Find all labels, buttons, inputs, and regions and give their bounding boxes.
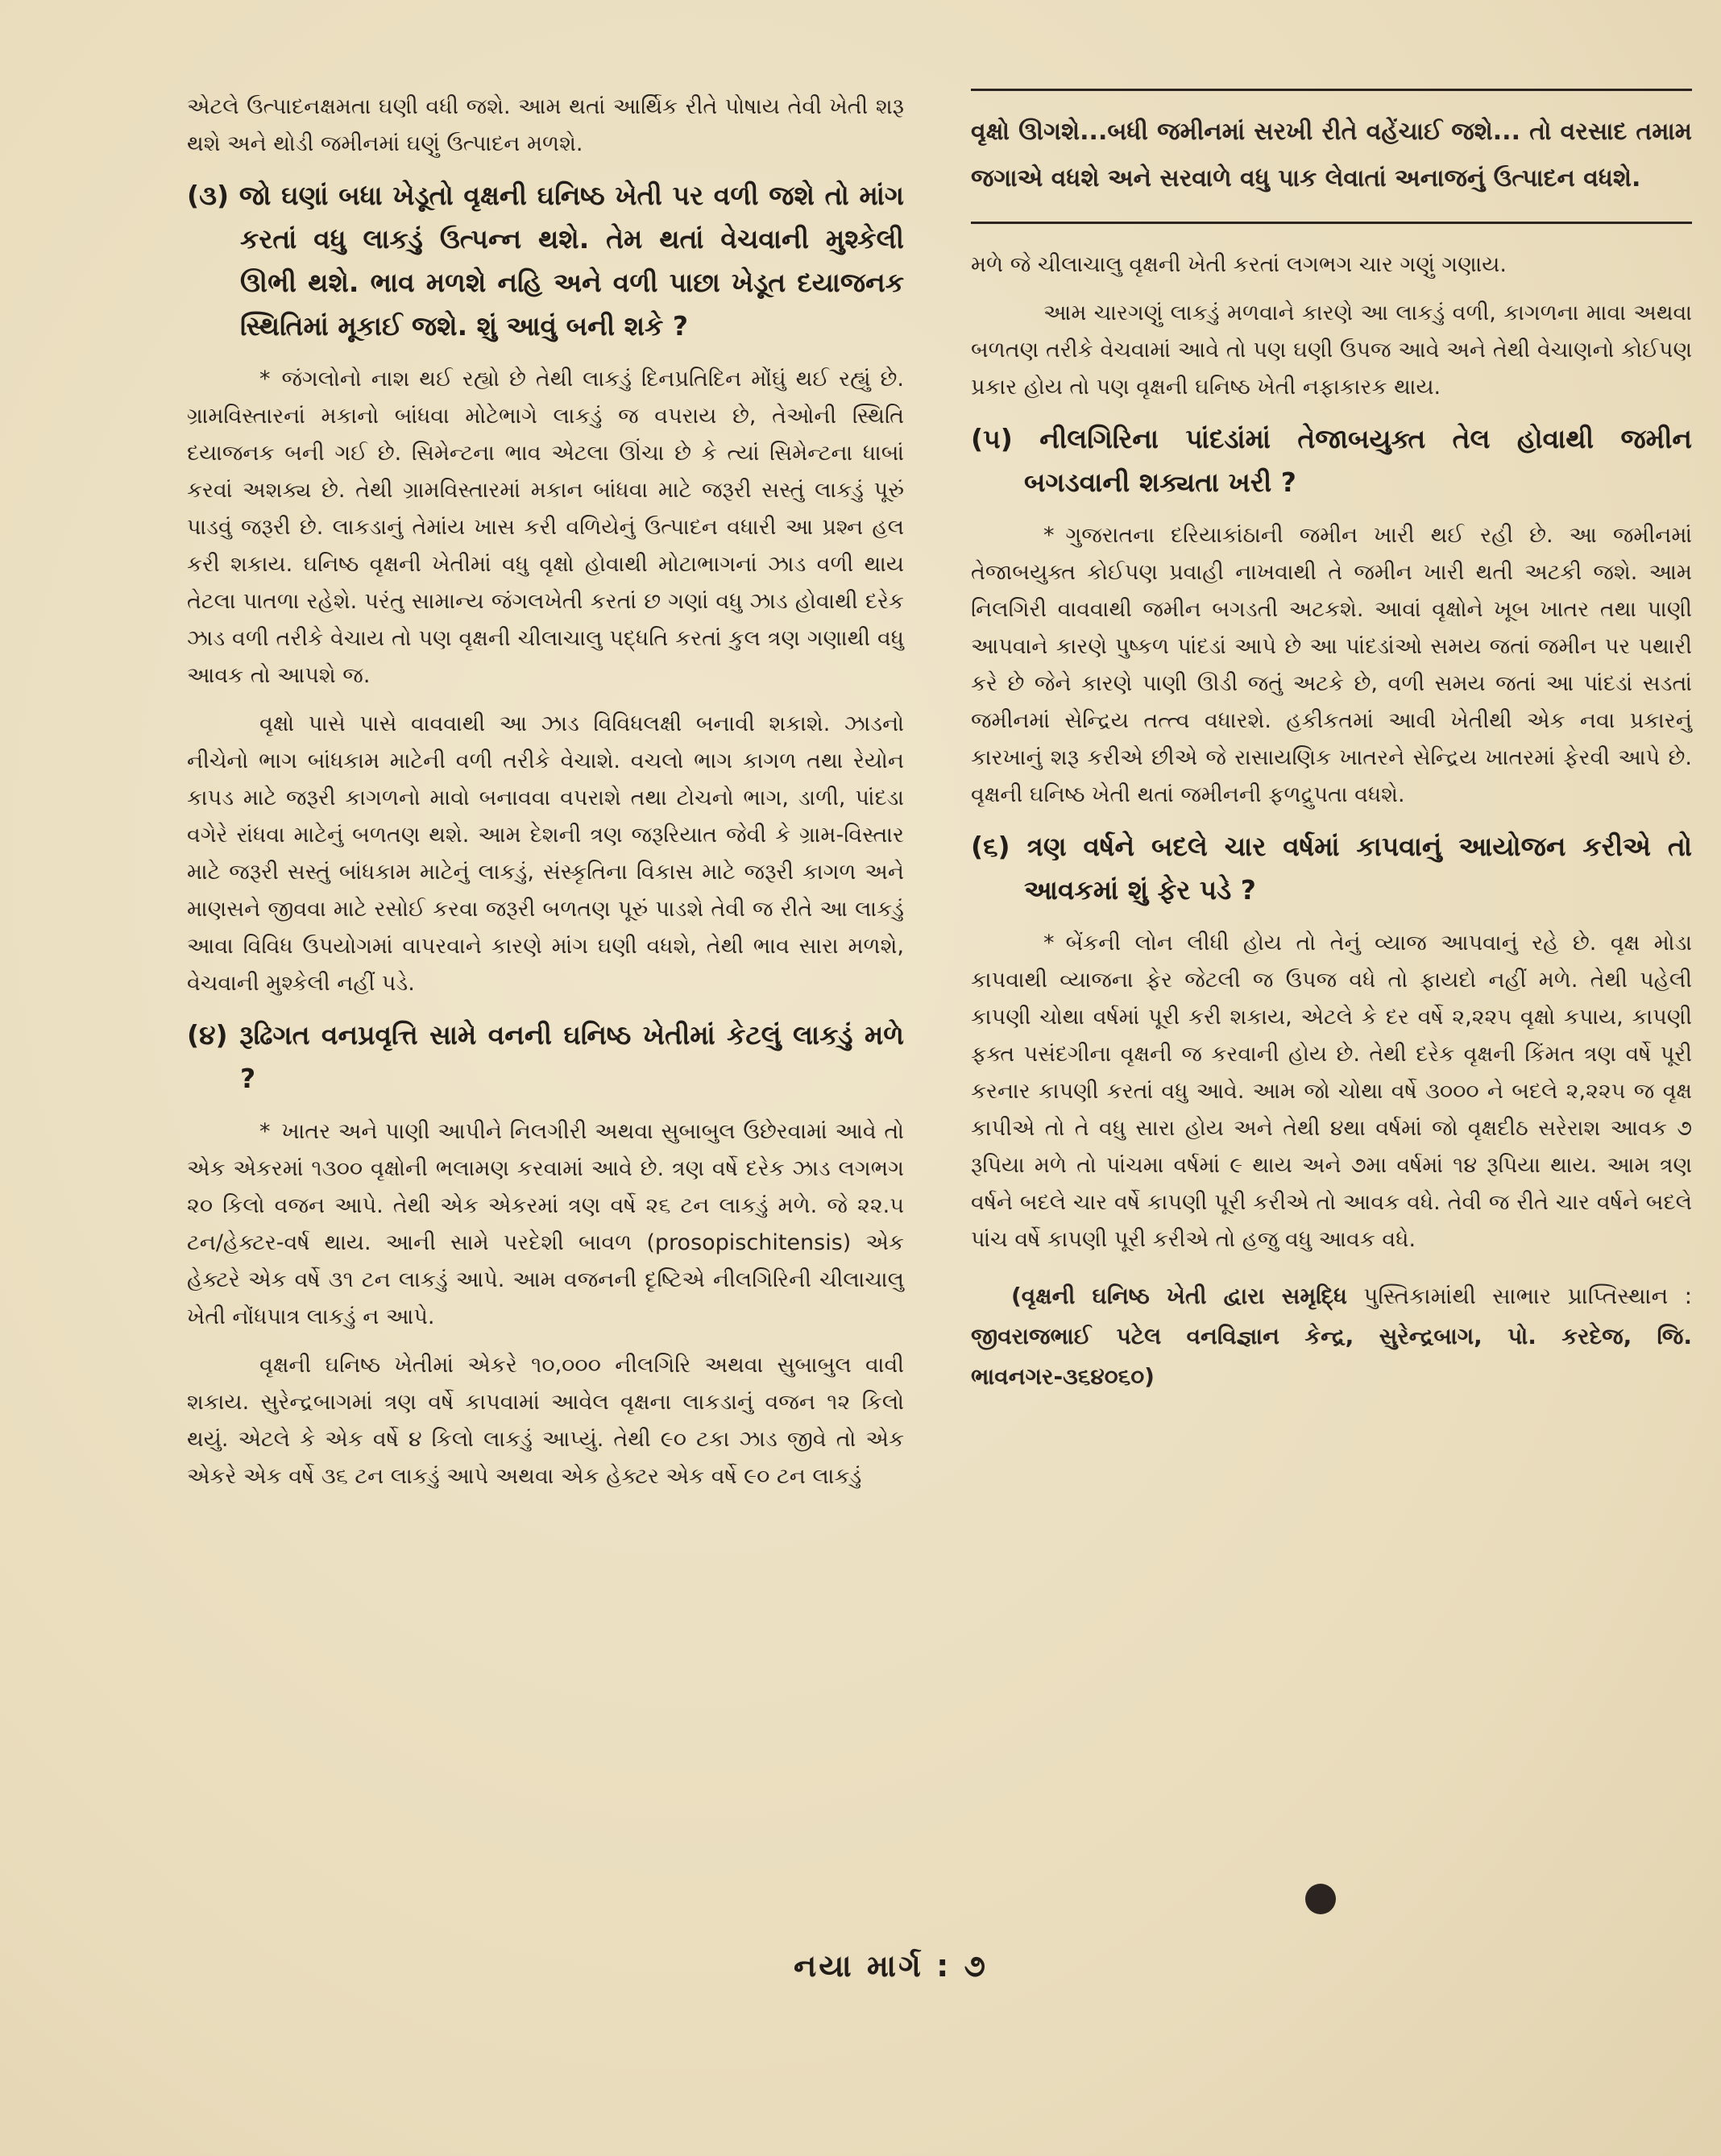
asterisk-icon: * (1043, 523, 1055, 548)
answer-5-paragraph (971, 517, 1692, 814)
question-4-heading: (૪) રૂઢિગત વનપ્રવૃત્તિ સામે વનની ઘનિષ્ઠ ખેતીમાં કેટલું લાકડું મળે ? (187, 1019, 904, 1094)
highlight-box (971, 89, 1692, 224)
paragraph-fourfold-wood: આમ ચારગણું લાકડું મળવાને કારણે આ લાકડું વળી, કાગળના માવા અથવા બળતણ તરીકે વેચવામાં આવે તો પણ ઘણી ઉપજ આવે અને તેથી વેચાણનો કોઈપણ પ્રકાર હોય તો પણ વૃક્ષની ઘનિષ્ઠ ખેતી નફાકારક થાય. (971, 301, 1692, 400)
answer-4-text-1: ખાતર અને પાણી આપીને નિલગીરી અથવા સુબાબુલ ઉછેરવામાં આવે તો એક એકરમાં ૧૩૦૦ વૃક્ષોની ભલામણ કરવામાં આવે છે. ત્રણ વર્ષે દરેક ઝાડ લગભગ ૨૦ કિલો વજન આપે. તેથી એક એકરમાં ત્રણ વર્ષે ૨૬ ટન લાકડું મળે. જે ૨૨.૫ ટન/હેક્ટર-વર્ષ થાય. આની સામે પરદેશી બાવળ (prosopischitensis) એક હેક્ટરે એક વર્ષે ૩૧ ટન લાકડું આપે. આમ વજનની દૃષ્ટિએ નીલગિરિની ચીલાચાલુ ખેતી નોંધપાત્ર લાકડું ન આપે. (187, 1119, 904, 1329)
paragraph-continuation: એટલે ઉત્પાદનક્ષમતા ઘણી વધી જશે. આમ થતાં આર્થિક રીતે પોષાય તેવી ખેતી શરૂ થશે અને થોડી જમીનમાં ઘણું ઉત્પાદન મળશે. (187, 94, 904, 156)
asterisk-icon: * (259, 1119, 271, 1144)
source-rest: પુસ્તિકામાંથી સાભાર (1363, 1283, 1552, 1309)
question-3-heading: (૩) જો ઘણાં બધા ખેડૂતો વૃક્ષની ઘનિષ્ઠ ખેતી પર વળી જશે તો માંગ કરતાં વધુ લાકડું ઉત્પન્ન થશે. તેમ થતાં વેચવાની મુશ્કેલી ઊભી થશે. ભાવ મળશે નહિ અને વળી પાછા ખેડૂત દયાજનક સ્થિતિમાં મૂકાઈ જશે. શું આવું બની શકે ? (187, 180, 904, 342)
question-5-heading: (૫) નીલગિરિના પાંદડાંમાં તેજાબયુક્ત તેલ હોવાથી જમીન બગડવાની શક્યતા ખરી ? (971, 423, 1692, 498)
answer-6-paragraph (971, 925, 1692, 1258)
answer-3-text-1: જંગલોનો નાશ થઈ રહ્યો છે તેથી લાકડું દિનપ્રતિદિન મોંઘું થઈ રહ્યું છે. ગ્રામવિસ્તારનાં મકાનો બાંધવા મોટેભાગે લાકડું જ વપરાય છે, તેઓની સ્થિતિ દયાજનક બની ગઈ છે. સિમેન્ટના ભાવ એટલા ઊંચા છે કે ત્યાં સિમેન્ટના ધાબાં કરવાં અશક્ય છે. તેથી ગ્રામવિસ્તારમાં મકાન બાંધવા માટે જરૂરી સસ્તું લાકડું પૂરું પાડવું જરૂરી છે. લાકડાનું તેમાંય ખાસ કરી વળિયેનું ઉત્પાદન વધારી આ પ્રશ્ન હલ કરી શકાય. ઘનિષ્ઠ વૃક્ષની ખેતીમાં વધુ વૃક્ષો હોવાથી મોટાભાગનાં ઝાડ વળી થાય તેટલા પાતળા રહેશે. પરંતુ સામાન્ય જંગલખેતી કરતાં છ ગણાં વધુ ઝાડ હોવાથી દરેક ઝાડ વળી તરીકે વેચાય તો પણ વૃક્ષની ચીલાચાલુ પદ્ધતિ કરતાં કુલ ત્રણ ગણાથી વધુ આવક તો આપશે જ. (187, 367, 904, 688)
asterisk-icon: * (1043, 931, 1055, 956)
highlight-text: વૃક્ષો ઊગશે...બધી જમીનમાં સરખી રીતે વહેંચાઈ જશે... તો વરસાદ તમામ જગાએ વધશે અને સરવાળે વધુ પાક લેવાતાં અનાજનું ઉત્પાદન વધશે. (971, 118, 1692, 193)
answer-3-paragraph-2: વૃક્ષો પાસે પાસે વાવવાથી આ ઝાડ વિવિધલક્ષી બનાવી શકાશે. ઝાડનો નીચેનો ભાગ બાંધકામ માટેની વળી તરીકે વેચાશે. વચલો ભાગ કાગળ તથા રેયોન કાપડ માટે જરૂરી કાગળનો માવો બનાવવા વપરાશે તથા ટોચનો ભાગ, ડાળી, પાંદડા વગેરે રાંધવા માટેનું બળતણ થશે. આમ દેશની ત્રણ જરૂરિયાત જેવી કે ગ્રામ-વિસ્તાર માટે જરૂરી સસ્તું બાંધકામ માટેનું લાકડું, સંસ્કૃતિના વિકાસ માટે જરૂરી કાગળ અને માણસને જીવવા માટે રસોઈ કરવા જરૂરી બળતણ પૂરું પાડશે તેવી જ રીતે આ લાકડું આવા વિવિધ ઉપયોગમાં વાપરવાને કારણે માંગ ઘણી વધશે, તેથી ભાવ સારા મળશે, વેચવાની મુશ્કેલી નહીં પડે. (187, 711, 904, 996)
left-column (187, 89, 904, 1507)
source-credit (971, 1276, 1692, 1397)
source-title: (વૃક્ષની ઘનિષ્ઠ ખેતી દ્વારા સમૃદ્ધિ (1011, 1283, 1347, 1309)
answer-3-paragraph-1 (187, 361, 904, 694)
source-address-label: પ્રાપ્તિસ્થાન : (1567, 1283, 1693, 1309)
page-footer: નયા માર્ગ : ૭ (794, 1948, 988, 1984)
right-column (971, 89, 1692, 1408)
paragraph-continuation-right: મળે જે ચીલાચાલુ વૃક્ષની ખેતી કરતાં લગભગ ચાર ગણું ગણાય. (971, 252, 1507, 277)
answer-4-paragraph-1 (187, 1113, 904, 1336)
answer-4-paragraph-2: વૃક્ષની ઘનિષ્ઠ ખેતીમાં એકરે ૧૦,૦૦૦ નીલગિરિ અથવા સુબાબુલ વાવી શકાય. સુરેન્દ્રબાગમાં ત્રણ વર્ષે કાપવામાં આવેલ વૃક્ષના લાકડાનું વજન ૧૨ કિલો થયું. એટલે કે એક વર્ષે ૪ કિલો લાકડું આપ્યું. તેથી ૯૦ ટકા ઝાડ જીવે તો એક એકરે એક વર્ષે ૩૬ ટન લાકડું આપે અથવા એક હેક્ટર એક વર્ષે ૯૦ ટન લાકડું (187, 1353, 904, 1489)
asterisk-icon: * (259, 367, 271, 392)
answer-6-text: બેંકની લોન લીધી હોય તો તેનું વ્યાજ આપવાનું રહે છે. વૃક્ષ મોડા કાપવાથી વ્યાજના ફેર જેટલી જ ઉપજ વધે તો ફાયદો નહીં મળે. તેથી પહેલી કાપણી ચોથા વર્ષમાં પૂરી કરી શકાય, એટલે કે દર વર્ષે ૨,૨૨૫ વૃક્ષો કપાય, કાપણી ફક્ત પસંદગીના વૃક્ષની જ કરવાની હોય છે. તેથી દરેક વૃક્ષની કિંમત ત્રણ વર્ષે પૂરી કરનાર કાપણી કરતાં વધુ આવે. આમ જો ચોથા વર્ષે ૩૦૦૦ ને બદલે ૨,૨૨૫ જ વૃક્ષ કાપીએ તો તે વધુ સારા હોય અને તેથી ૪થા વર્ષમાં જો વૃક્ષદીઠ સરેરાશ આવક ૭ રૂપિયા મળે તો પાંચમા વર્ષમાં ૯ થાય અને ૭મા વર્ષમાં ૧૪ રૂપિયા થાય. આમ ત્રણ વર્ષને બદલે ચાર વર્ષે કાપણી પૂરી કરીએ તો આવક વધે. તેવી જ રીતે ચાર વર્ષને બદલે પાંચ વર્ષે કાપણી પૂરી કરીએ તો હજુ વધુ આવક વધે. (971, 931, 1692, 1252)
question-6-heading: (૬) ત્રણ વર્ષને બદલે ચાર વર્ષમાં કાપવાનું આયોજન કરીએ તો આવકમાં શું ફેર પડે ? (971, 831, 1692, 906)
answer-5-text: ગુજરાતના દરિયાકાંઠાની જમીન ખારી થઈ રહી છે. આ જમીનમાં તેજાબયુક્ત કોઈપણ પ્રવાહી નાખવાથી તે જમીન ખારી થતી અટકી જશે. આમ નિલગિરી વાવવાથી જમીન બગડતી અટકશે. આવાં વૃક્ષોને ખૂબ ખાતર તથા પાણી આપવાને કારણે પુષ્કળ પાંદડાં આપે છે આ પાંદડાંઓ સમય જતાં જમીન પર પથારી કરે છે જેને કારણે પાણી ઊડી જતું અટકે છે, વળી સમય જતાં આ પાંદડાં સડતાં જમીનમાં સેન્દ્રિય તત્ત્વ વધારશે. હકીકતમાં આવી ખેતીથી એક નવા પ્રકારનું કારખાનું શરૂ કરીએ છીએ જે રાસાયણિક ખાતરને સેન્દ્રિય ખાતરમાં ફેરવી આપે છે. વૃક્ષની ઘનિષ્ઠ ખેતી થતાં જમીનની ફળદ્રુપતા વધશે. (971, 523, 1692, 807)
end-ornament-icon (1305, 1884, 1336, 1914)
source-address: જીવરાજભાઈ પટેલ વનવિજ્ઞાન કેન્દ્ર, સુરેન્દ્રબાગ, પો. કરદેજ, જિ. ભાવનગર-૩૬૪૦૬૦) (971, 1323, 1692, 1390)
